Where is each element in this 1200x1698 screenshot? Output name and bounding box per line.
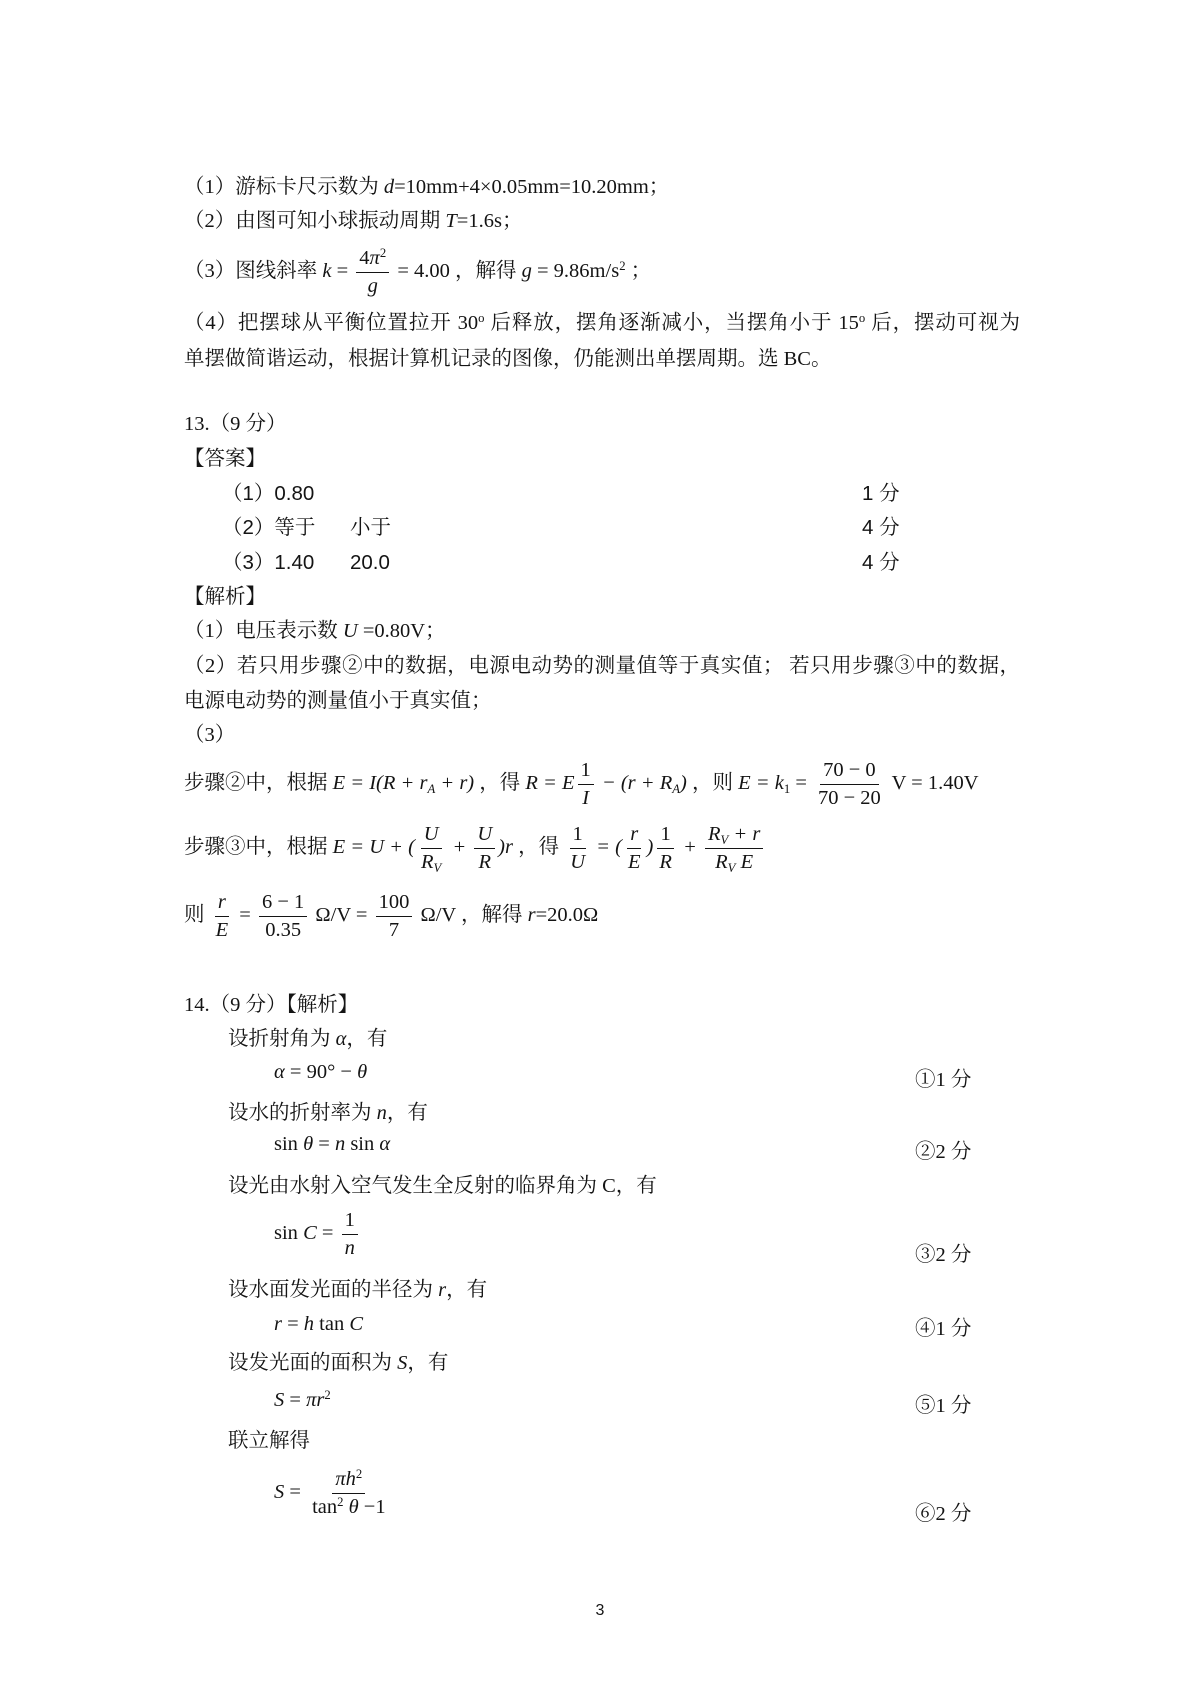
fraction-numerator: U — [474, 822, 495, 849]
text-run: ，得 — [474, 772, 526, 795]
fraction-denominator: g — [367, 275, 378, 297]
math-var: θ — [303, 1133, 314, 1155]
math-op: = — [790, 772, 812, 795]
q13-analysis-title: 【解析】 — [184, 586, 266, 608]
math-var: α — [274, 1061, 285, 1083]
math-expr: E = I(R + r — [332, 772, 428, 795]
fraction — [578, 758, 594, 811]
subscript: V — [433, 860, 442, 875]
math-op: ) — [646, 836, 654, 859]
degree-mark: o — [858, 311, 866, 326]
math-op: = — [331, 260, 354, 283]
math-expr: E = k — [738, 772, 784, 795]
math-expr: − (r + R — [596, 772, 673, 795]
fraction-denominator — [712, 849, 756, 875]
math-fn: sin — [274, 1222, 304, 1245]
text-run: （2）由图可知小球振动周期 — [184, 210, 446, 232]
text-run: （1）游标卡尺示数为 — [184, 176, 384, 198]
exponent: 2 — [324, 1388, 331, 1403]
answer-label: （1） — [222, 482, 275, 505]
q14-step2-text — [228, 1099, 428, 1127]
text-run: ，有 — [407, 1352, 449, 1374]
math-var: C — [303, 1222, 317, 1245]
fraction — [342, 1208, 358, 1261]
math-expr: + r) — [435, 772, 475, 795]
exponent: 2 — [379, 246, 387, 261]
fraction — [309, 1467, 389, 1520]
fraction-denominator: 70 − 20 — [818, 787, 881, 809]
fraction — [815, 758, 884, 811]
q14-step4-text — [228, 1276, 487, 1304]
math-expr: = 90° − — [284, 1061, 358, 1083]
fraction-denominator: R — [659, 851, 672, 873]
subscript: 1 — [783, 782, 791, 797]
q13-analysis-2-line2: 电源电动势的测量值小于真实值； — [184, 690, 492, 712]
text-run: Ω/V = — [310, 904, 373, 927]
q13-analysis-3-label: （3） — [184, 724, 236, 746]
q14-equation-5 — [274, 1386, 331, 1414]
q14-score-2: ②2 分 — [915, 1141, 972, 1163]
math-expr: E — [735, 851, 754, 873]
fraction-denominator: U — [570, 851, 586, 873]
fraction — [705, 822, 763, 875]
exponent: 2 — [619, 259, 626, 274]
q13-step2-equation — [184, 758, 979, 811]
q12-part1 — [184, 173, 669, 201]
answer-value: 等于 — [274, 516, 316, 539]
fraction-denominator: E — [627, 851, 641, 873]
math-op: = — [284, 1481, 307, 1504]
q13-answer-2 — [222, 514, 315, 542]
q13-answer-1 — [222, 480, 314, 508]
fraction-numerator: 1 — [578, 758, 594, 785]
math-expr: −1 — [358, 1496, 386, 1518]
fraction-numerator: 1 — [657, 822, 673, 849]
fraction-denominator: 0.35 — [265, 919, 302, 941]
q14-score-5: ⑤1 分 — [915, 1395, 972, 1417]
exponent: 2 — [355, 1467, 363, 1482]
text-run: 后，摆动可视为 — [865, 312, 1021, 334]
math-op: = — [284, 1389, 307, 1411]
q13-step3-equation — [184, 822, 766, 875]
q13-analysis-1 — [184, 617, 446, 645]
math-expr: E = U + ( — [332, 836, 415, 859]
fraction-numerator — [705, 822, 763, 849]
q13-result-equation — [184, 890, 598, 943]
q12-part4-line1 — [184, 309, 1020, 337]
math-op: = — [316, 1222, 339, 1245]
math-var: d — [383, 176, 395, 198]
fraction — [376, 890, 413, 943]
text-run: ； — [625, 260, 652, 283]
math-var: α — [335, 1028, 347, 1050]
math-var: θ — [357, 1061, 368, 1083]
math-var: α — [379, 1133, 391, 1155]
fraction-numerator: 1 — [342, 1208, 358, 1235]
answer-value: 0.80 — [274, 482, 315, 505]
answer-label: （3） — [222, 551, 275, 574]
text-run: 设水面发光面的半径为 — [228, 1279, 439, 1301]
fraction-numerator — [332, 1467, 365, 1494]
subscript: A — [427, 782, 436, 797]
q13-answer-3-score: 4 分 — [862, 551, 900, 574]
q13-heading: 13.（9 分） — [184, 413, 287, 435]
fraction-denominator: n — [344, 1237, 355, 1259]
q14-score-1: ①1 分 — [915, 1069, 972, 1091]
text-run: =1.6s； — [456, 210, 523, 232]
text-run: = 9.86m/s — [531, 260, 620, 283]
q14-score-4: ④1 分 — [915, 1318, 972, 1340]
math-op: = — [313, 1133, 335, 1155]
q14-step1-text — [228, 1025, 387, 1053]
fraction-denominator: R — [478, 851, 492, 873]
text-run: （1）电压表示数 — [184, 620, 343, 642]
math-expr: + r — [728, 823, 761, 845]
math-var: n — [334, 1133, 346, 1155]
math-op: = — [234, 904, 256, 927]
math-op: + — [677, 836, 702, 859]
q13-answer-1-score: 1 分 — [862, 482, 900, 505]
q14-score-6: ⑥2 分 — [915, 1503, 972, 1525]
math-op: + — [447, 836, 472, 859]
fraction-numerator: 100 — [376, 890, 413, 917]
text-run: 设水的折射率为 — [228, 1102, 377, 1124]
math-var: π — [369, 247, 380, 269]
math-var: g — [521, 260, 532, 283]
math-fn: tan — [312, 1496, 338, 1518]
page-number: 3 — [595, 1602, 605, 1619]
text-run: =20.0Ω — [535, 904, 599, 927]
fraction — [567, 822, 588, 875]
math-var: U — [342, 620, 358, 642]
text-run: ，有 — [386, 1102, 428, 1124]
math-num: 4 — [359, 247, 370, 269]
math-var: r — [527, 904, 536, 927]
fraction-numerator: U — [421, 822, 442, 849]
fraction — [259, 890, 307, 943]
q14-step6-text: 联立解得 — [228, 1430, 310, 1452]
fraction — [474, 822, 495, 875]
text-run: ，解得 — [455, 260, 522, 283]
text-run: ，有 — [346, 1028, 388, 1050]
math-var: C — [349, 1313, 364, 1335]
fraction-numerator: 1 — [570, 822, 586, 849]
fraction-numerator: r — [627, 822, 641, 849]
text-run: （3）图线斜率 — [184, 260, 323, 283]
fraction — [213, 890, 232, 943]
text-run: 则 — [184, 904, 210, 927]
q14-equation-6 — [274, 1467, 392, 1520]
fraction-denominator: I — [582, 787, 590, 809]
fraction-numerator: 70 − 0 — [820, 758, 879, 785]
fraction-denominator: 7 — [388, 919, 400, 941]
text-run: ，有 — [446, 1279, 488, 1301]
math-expr: πh — [335, 1468, 356, 1490]
math-op: = ( — [591, 836, 622, 859]
math-expr: R = E — [525, 772, 575, 795]
math-fn: tan — [314, 1313, 350, 1335]
fraction-numerator: r — [215, 890, 229, 917]
text-run: ，则 — [686, 772, 739, 795]
q13-answer-3-second: 20.0 — [350, 551, 390, 574]
math-fn: sin — [345, 1133, 380, 1155]
q14-equation-4 — [274, 1310, 363, 1338]
answer-label: （2） — [222, 516, 275, 539]
text-run: ，得 — [512, 836, 565, 859]
answer-value: 1.40 — [274, 551, 315, 574]
math-var: R — [715, 851, 728, 873]
fraction — [356, 246, 389, 299]
fraction — [418, 822, 444, 875]
fraction-denominator — [309, 1494, 389, 1520]
text-run: V = 1.40V — [886, 772, 979, 795]
math-var: h — [303, 1313, 315, 1335]
q12-part3 — [184, 246, 651, 299]
text-run: 步骤③中，根据 — [184, 836, 333, 859]
math-var: S — [274, 1481, 285, 1504]
q13-answer-2-second: 小于 — [350, 516, 391, 539]
math-var: R — [707, 823, 721, 845]
text-run: 后释放，摆角逐渐减小，当摆角小于 15 — [484, 312, 859, 334]
q12-part4-line2: 单摆做简谐运动，根据计算机记录的图像，仍能测出单摆周期。选 BC。 — [184, 348, 832, 370]
fraction-denominator — [418, 849, 444, 875]
math-var: θ — [343, 1496, 359, 1518]
fraction-denominator: E — [215, 919, 229, 941]
q14-step3-text: 设光由水射入空气发生全反射的临界角为 C，有 — [228, 1175, 657, 1197]
fraction-numerator — [356, 246, 389, 273]
q14-equation-3 — [274, 1208, 361, 1261]
text-run: （4）把摆球从平衡位置拉开 30 — [184, 312, 479, 334]
math-expr: )r — [498, 836, 513, 859]
exponent: 2 — [337, 1495, 344, 1510]
math-var: n — [376, 1102, 387, 1124]
subscript: V — [727, 860, 736, 875]
text-run: 设发光面的面积为 — [228, 1352, 398, 1374]
math-var: r — [438, 1279, 447, 1301]
math-expr: πr — [306, 1389, 325, 1411]
text-run: 步骤②中，根据 — [184, 772, 333, 795]
q13-answer-title: 【答案】 — [184, 448, 266, 470]
text-run: =10mm+4×0.05mm=10.20mm； — [394, 176, 670, 198]
math-fn: sin — [274, 1133, 304, 1155]
subscript: A — [672, 782, 681, 797]
math-var: R — [420, 851, 434, 873]
math-op: = — [281, 1313, 304, 1335]
q12-part2 — [184, 207, 522, 235]
text-run: 设折射角为 — [228, 1028, 336, 1050]
fraction — [656, 822, 675, 875]
q14-step5-text — [228, 1349, 448, 1377]
q14-score-3: ③2 分 — [915, 1244, 972, 1266]
q14-heading: 14.（9 分）【解析】 — [184, 994, 359, 1016]
math-var: S — [274, 1389, 285, 1411]
q13-answer-2-score: 4 分 — [862, 516, 900, 539]
fraction-numerator: 6 − 1 — [259, 890, 307, 917]
text-run: = 4.00 — [392, 260, 455, 283]
math-var: T — [445, 210, 457, 232]
degree-mark: o — [478, 311, 485, 326]
subscript: V — [720, 832, 729, 847]
q14-equation-1 — [274, 1058, 367, 1086]
fraction — [625, 822, 644, 875]
math-expr: ) — [680, 772, 687, 795]
q14-equation-2 — [274, 1130, 390, 1158]
text-run: =0.80V； — [357, 620, 446, 642]
text-run: Ω/V ，解得 — [415, 904, 528, 927]
q13-answer-3 — [222, 549, 314, 577]
math-var: S — [397, 1352, 408, 1374]
math-var: k — [322, 260, 332, 283]
math-var: r — [274, 1313, 282, 1335]
q13-analysis-2-line1: （2）若只用步骤②中的数据，电源电动势的测量值等于真实值； 若只用步骤③中的数据， — [184, 655, 1020, 677]
